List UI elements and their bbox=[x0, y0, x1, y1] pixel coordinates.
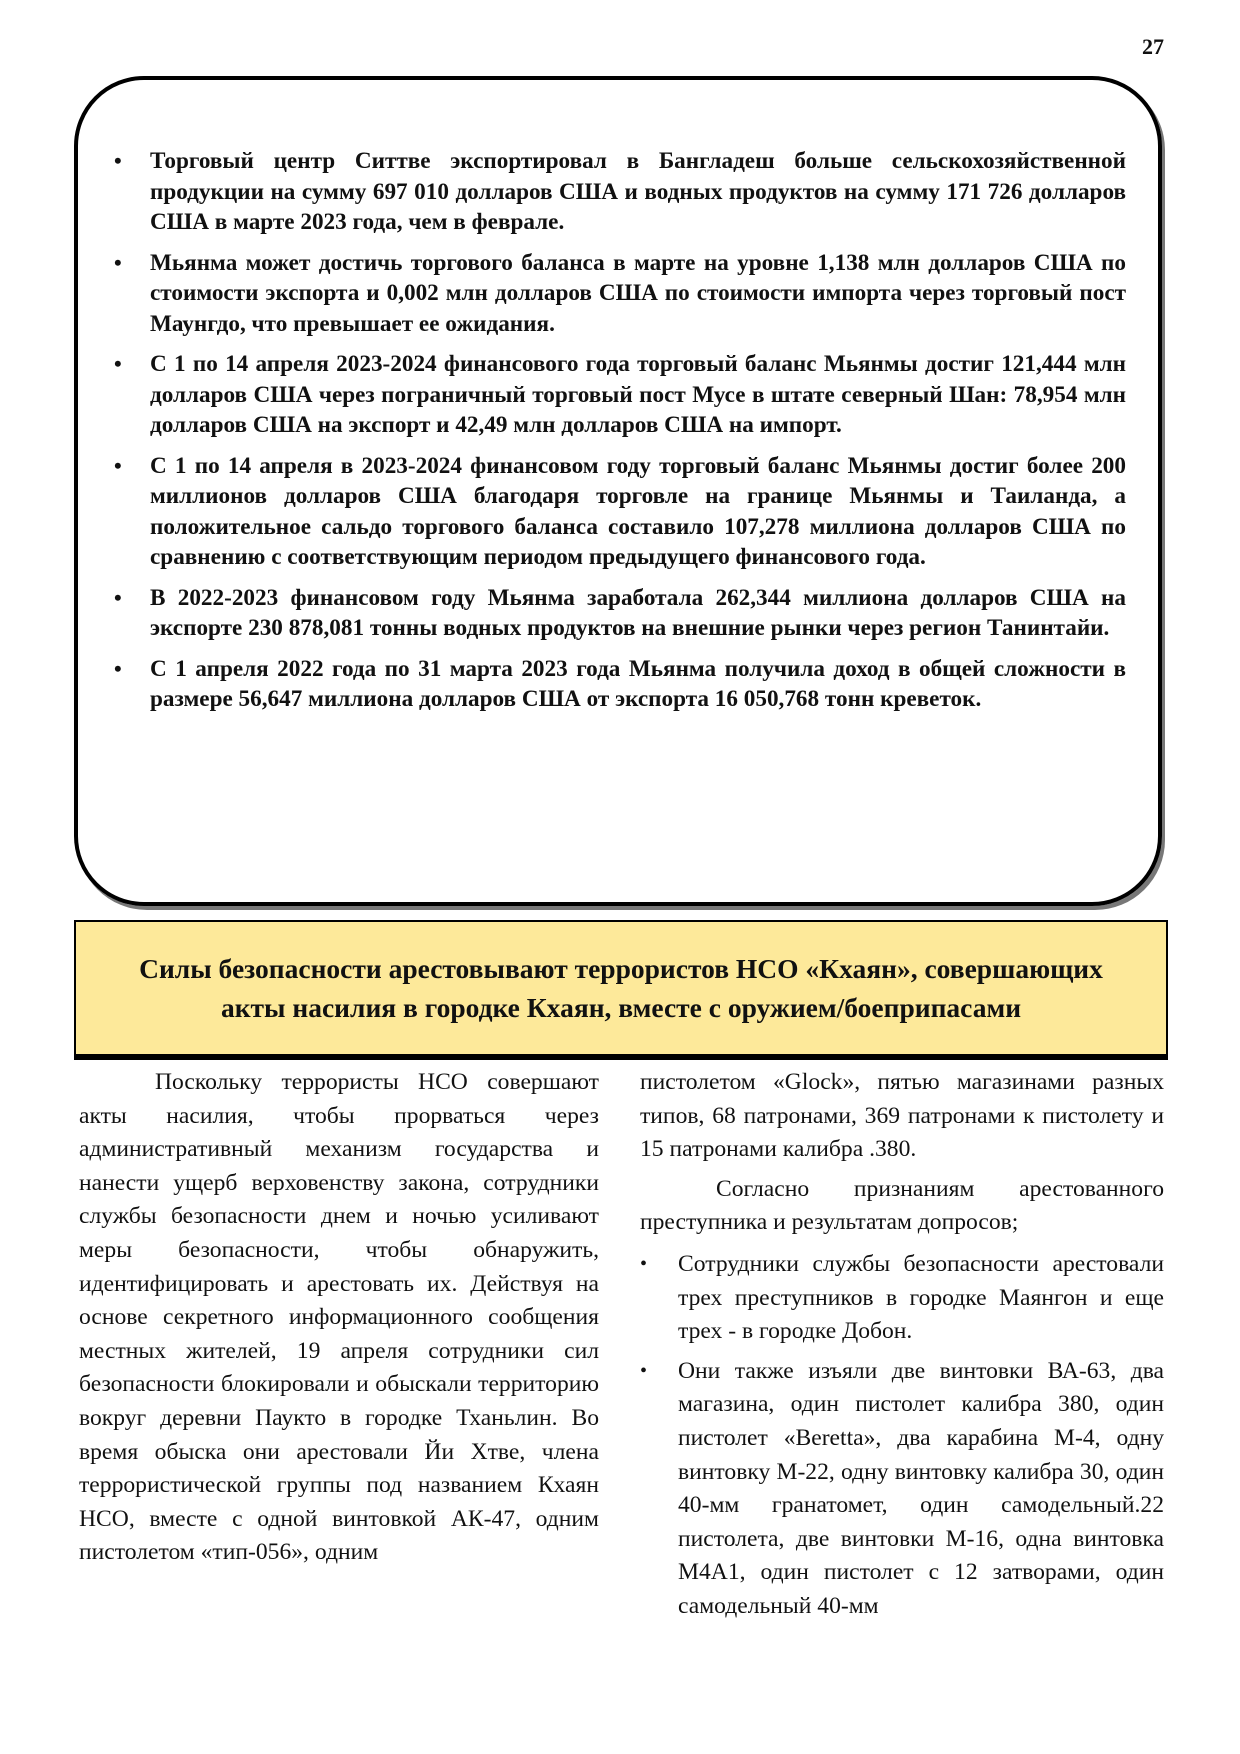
list-item-text: С 1 апреля 2022 года по 31 марта 2023 года Мьянма получила доход в общей сложности в размере 56,647 миллиона долларов США от экспорта 16 050,768 тонн креветок. bbox=[150, 655, 1126, 712]
list-item bbox=[114, 654, 1126, 715]
findings-list bbox=[640, 1248, 1164, 1624]
list-item-text: Сотрудники службы безопасности арестовали трех преступников в городке Маянгон и еще трех - в городке Добон. bbox=[678, 1250, 1164, 1345]
bullet-icon: • bbox=[114, 452, 122, 478]
article-paragraph: Поскольку террористы НСО совершают акты насилия, чтобы прорваться через административный механизм государства и нанести ущерб верховенству закона, сотрудники службы безопасности днем и ночью усиливают меры безопасности, чтобы обнаружить, идентифицировать и арестовать их. Действуя на основе секретного информационного сообщения местных жителей, 19 апреля сотрудники сил безопасности блокировали и обыскали территорию вокруг деревни Паукто в городке Тханьлин. Во время обыска они арестовали Йи Хтве, члена террористической группы под названием Кхаян НСО, вместе с одной винтовкой АК-47, одним пистолетом «тип-056», одним bbox=[79, 1069, 599, 1566]
list-item bbox=[114, 349, 1126, 441]
list-item-text: С 1 по 14 апреля в 2023-2024 финансовом году торговый баланс Мьянмы достиг более 200 миллионов долларов США благодаря торговле на границе Мьянмы и Таиланда, а положительное сальдо торгового баланса составило 107,278 миллиона долларов США по сравнению с соответствующим периодом предыдущего финансового года. bbox=[150, 452, 1126, 570]
list-item bbox=[640, 1248, 1164, 1349]
bullet-icon: • bbox=[114, 584, 122, 610]
bullet-icon: • bbox=[114, 655, 122, 681]
list-item bbox=[114, 451, 1126, 573]
page-number: 27 bbox=[1142, 34, 1164, 59]
list-item bbox=[114, 583, 1126, 644]
list-item bbox=[640, 1355, 1164, 1624]
list-item bbox=[114, 248, 1126, 340]
list-item-text: Они также изъяли две винтовки ВА-63, два магазина, один пистолет калибра 380, один пистолет «Beretta», два карабина М-4, одну винтовку М-22, одну винтовку калибра 30, один 40-мм гранатомет, один самодельный.22 пистолета, две винтовки М-16, одна винтовка M4A1, один пистолет с 12 затворами, один самодельный 40-мм bbox=[678, 1357, 1164, 1619]
article-paragraph: Согласно признаниям арестованного преступника и результатам допросов; bbox=[640, 1175, 1164, 1236]
bullet-icon: • bbox=[640, 1359, 648, 1382]
list-item-text: В 2022-2023 финансовом году Мьянма заработала 262,344 миллиона долларов США на экспорте 230 878,081 тонны водных продуктов на внешние рынки через регион Танинтайи. bbox=[150, 584, 1126, 641]
article-paragraph-continuation: пистолетом «Glock», пятью магазинами разных типов, 68 патронами, 369 патронами к пистолету и 15 патронами калибра .380. bbox=[640, 1069, 1164, 1163]
bullet-icon: • bbox=[114, 351, 122, 376]
list-item-text: Торговый центр Ситтве экспортировал в Бангладеш больше сельскохозяйственной продукции на сумму 697 010 долларов США и водных продуктов на сумму 171 726 долларов США в марте 2023 года, чем в феврале. bbox=[150, 148, 1126, 235]
bullet-icon: • bbox=[640, 1252, 648, 1275]
list-item-text: С 1 по 14 апреля 2023-2024 финансового года торговый баланс Мьянмы достиг 121,444 млн долларов США через пограничный торговый пост Мусе в штате северный Шан: 78,954 млн долларов США на экспорт и 42,49 млн долларов США на импорт. bbox=[150, 351, 1126, 438]
list-item bbox=[114, 146, 1126, 238]
bullet-icon: • bbox=[114, 148, 122, 173]
article-right-column bbox=[640, 1066, 1164, 1630]
list-item-text: Мьянма может достичь торгового баланса в марте на уровне 1,138 млн долларов США по стоимости экспорта и 0,002 млн долларов США по стоимости импорта через торговый пост Маунгдо, что превышает ее ожидания. bbox=[150, 249, 1126, 337]
headline-banner bbox=[74, 920, 1168, 1056]
article-headline: Силы безопасности арестовывают террористов НСО «Кхаян», совершающих акты насилия в городке Кхаян, вместе с оружием/боеприпасами bbox=[139, 953, 1103, 1023]
article-left-column bbox=[79, 1066, 599, 1666]
bullet-icon: • bbox=[114, 249, 122, 275]
trade-summary-list bbox=[114, 146, 1126, 725]
